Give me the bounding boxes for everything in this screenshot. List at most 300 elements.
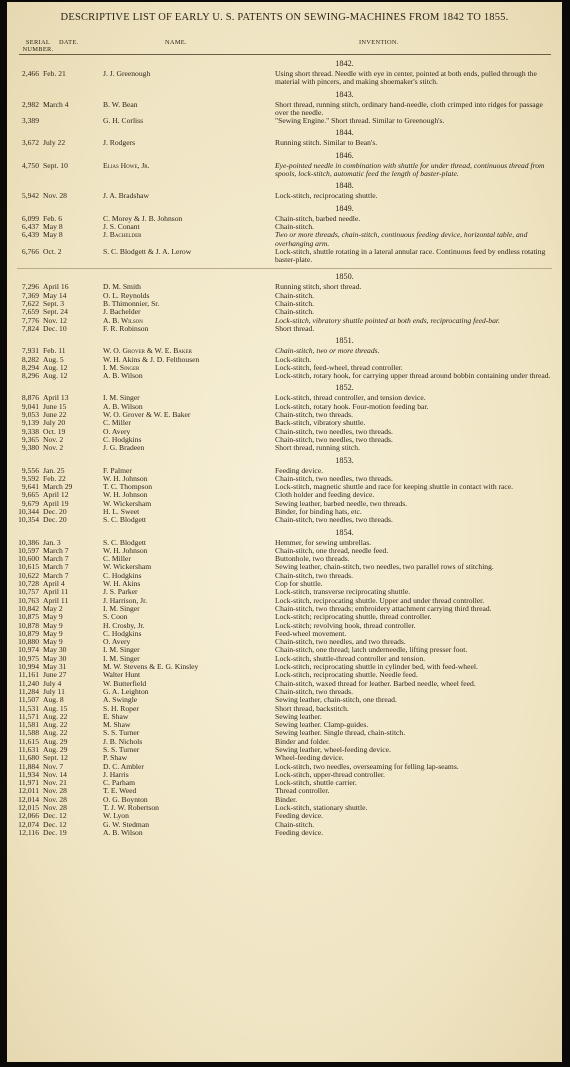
- inventor-name: S. Coon: [103, 613, 128, 622]
- invention-description: Two or more threads, chain-stitch, continuous feeding device, horizontal table, and overhanging arm.: [275, 230, 528, 248]
- patent-date: Aug. 22: [43, 720, 68, 730]
- serial-number: 7,776: [21, 315, 39, 325]
- invention-description: Lock-stitch.: [275, 354, 312, 364]
- patent-date: May 8: [43, 221, 63, 231]
- patent-row: [7, 70, 562, 87]
- invention-description: Chain-stitch, two threads.: [275, 410, 354, 420]
- serial-number: 7,824: [21, 323, 39, 333]
- serial-number: 12,015: [18, 803, 39, 813]
- invention-description: Feeding device.: [275, 465, 324, 475]
- section-divider: [17, 268, 552, 269]
- patent-date: Aug. 29: [43, 745, 68, 754]
- invention-description: Sewing leather, chain-stitch, one thread.: [275, 695, 397, 705]
- patent-row: [7, 192, 562, 200]
- inventor-name: P. Shaw: [103, 754, 128, 763]
- invention-description: Binder, for binding hats, etc.: [275, 506, 362, 516]
- serial-number: 11,531: [18, 703, 39, 713]
- year-gap: [7, 264, 562, 266]
- column-header-invention: INVENTION.: [359, 39, 399, 46]
- serial-number: 7,659: [21, 307, 39, 317]
- inventor-name: F. R. Robinson: [103, 324, 149, 333]
- serial-number: 3,389: [21, 116, 39, 126]
- serial-number: 6,099: [21, 213, 39, 223]
- patent-row: [7, 231, 562, 248]
- patent-date: June 27: [43, 670, 67, 680]
- serial-number: 10,880: [18, 637, 39, 647]
- inventor-name: I. M. Singer: [103, 363, 140, 372]
- inventor-name: J. S. Conant: [103, 222, 140, 231]
- column-header-date: DATE.: [59, 39, 79, 46]
- serial-number: 8,282: [21, 354, 39, 364]
- patent-date: March 7: [43, 545, 69, 555]
- patent-date: Nov. 2: [43, 443, 64, 453]
- serial-number: 6,766: [21, 246, 39, 256]
- invention-description: Short thread, running stitch, ordinary hand-needle, cloth crimped into ridges for passage over the needle.: [275, 99, 543, 117]
- invention-description: Lock-stitch, shuttle carrier.: [275, 778, 357, 788]
- inventor-name: J. B. Nichols: [103, 737, 143, 746]
- patent-date: Dec. 20: [43, 506, 67, 516]
- serial-number: 8,294: [21, 362, 39, 372]
- serial-number: 12,116: [18, 827, 39, 837]
- inventor-name: W. O. Grover & W. E. Baker: [103, 411, 191, 420]
- invention-description: Feed-wheel movement.: [275, 628, 347, 638]
- inventor-name: C. Miller: [103, 555, 131, 564]
- invention-description: Chain-stitch, two needles, two threads.: [275, 473, 393, 483]
- invention-description: Lock-stitch, vibratory shuttle pointed at both ends, reciprocating feed-bar.: [275, 315, 500, 325]
- inventor-name: W. H. Akins & J. D. Felthousen: [103, 355, 200, 364]
- inventor-name: S. H. Roper: [103, 704, 139, 713]
- serial-number: 2,466: [21, 69, 39, 78]
- year-heading: 1848.: [335, 181, 354, 191]
- serial-number: 9,592: [21, 473, 39, 483]
- inventor-name: O. G. Boynton: [103, 795, 148, 804]
- inventor-name: I. M. Singer: [103, 646, 140, 655]
- serial-number: 11,161: [18, 670, 39, 680]
- inventor-name: G. A. Leighton: [103, 687, 149, 696]
- year-heading: 1854.: [335, 527, 354, 537]
- patent-date: July 11: [43, 686, 65, 696]
- invention-description: Cop for shuttle.: [275, 579, 323, 589]
- patent-date: March 7: [43, 554, 69, 564]
- invention-description: Lock-stitch, shuttle rotating in a lateral annular race. Continuous feed by endless rotating baster-plate.: [275, 246, 546, 265]
- patent-date: Dec. 20: [43, 515, 67, 525]
- invention-description: Chain-stitch.: [275, 299, 315, 309]
- invention-description: Thread controller.: [275, 786, 330, 796]
- serial-number: 12,066: [18, 811, 39, 821]
- serial-number: 10,975: [18, 653, 39, 663]
- serial-number: 9,338: [21, 426, 39, 436]
- invention-description: Chain-stitch, one thread, needle feed.: [275, 545, 389, 555]
- invention-description: Chain-stitch, two needles, two threads.: [275, 515, 393, 525]
- serial-number: 9,556: [21, 465, 39, 475]
- serial-number: 8,876: [21, 393, 39, 403]
- patent-date: May 9: [43, 628, 63, 638]
- patent-date: June 15: [43, 401, 67, 411]
- inventor-name: D. C. Ambler: [103, 762, 144, 771]
- invention-description: Lock-stitch, magnetic shuttle and race for keeping shuttle in contact with race.: [275, 482, 514, 492]
- serial-number: 11,680: [18, 753, 39, 763]
- patent-row: [7, 325, 562, 333]
- patent-date: Feb. 21: [43, 69, 66, 78]
- invention-description: Lock-stitch, reciprocating shuttle. Needle feed.: [275, 670, 418, 680]
- inventor-name: S. S. Turner: [103, 729, 140, 738]
- serial-number: 10,615: [18, 562, 39, 572]
- inventor-name: M. Shaw: [103, 721, 131, 730]
- invention-description: Chain-stitch, two or more threads.: [275, 346, 380, 356]
- inventor-name: H. L. Sweet: [103, 507, 140, 516]
- inventor-name: I. M. Singer: [103, 394, 140, 403]
- serial-number: 12,074: [18, 819, 39, 829]
- serial-number: 10,974: [18, 645, 39, 655]
- inventor-name: C. Hodgkins: [103, 629, 142, 638]
- page-title: DESCRIPTIVE LIST OF EARLY U. S. PATENTS ON SEWING-MACHINES FROM 1842 TO 1855.: [60, 12, 509, 23]
- invention-description: Short thread, backstitch.: [275, 703, 349, 713]
- inventor-name: J. A. Bradshaw: [103, 192, 149, 201]
- patent-date: April 19: [43, 498, 69, 508]
- patent-date: Oct. 2: [43, 246, 62, 256]
- patent-date: Aug. 29: [43, 736, 68, 746]
- patent-date: Feb. 11: [43, 346, 66, 356]
- serial-number: 10,842: [18, 603, 39, 613]
- inventor-name: A. B. Wilson: [103, 316, 143, 325]
- column-header-serial: SERIAL NUMBER.: [22, 39, 54, 53]
- inventor-name: G. H. Corliss: [103, 117, 144, 126]
- serial-number: 11,934: [18, 769, 39, 779]
- invention-description: Chain-stitch, two threads; embroidery attachment carrying third thread.: [275, 603, 492, 613]
- patent-row: [7, 248, 562, 265]
- inventor-name: O. L. Reynolds: [103, 291, 150, 300]
- invention-description: Hemmer, for sewing umbrellas.: [275, 537, 372, 547]
- invention-description: Short thread.: [275, 323, 315, 333]
- patent-date: Nov. 28: [43, 191, 67, 201]
- inventor-name: B. Thimonnier, Sr.: [103, 300, 160, 309]
- invention-description: Lock-stitch; reciprocating shuttle, thread controller.: [275, 612, 432, 622]
- invention-description: Sewing leather. Single thread, chain-stitch.: [275, 728, 406, 738]
- invention-description: Chain-stitch, two needles, two threads.: [275, 434, 393, 444]
- invention-description: Lock-stitch, reciprocating shuttle. Upper and under thread controller.: [275, 595, 485, 605]
- patent-date: April 13: [43, 393, 69, 403]
- serial-number: 6,439: [21, 230, 39, 240]
- patent-date: Nov. 28: [43, 786, 67, 796]
- patent-row: [7, 372, 562, 380]
- inventor-name: S. C. Blodgett: [103, 538, 147, 547]
- serial-number: 11,631: [18, 745, 39, 754]
- patent-date: Feb. 22: [43, 473, 66, 483]
- serial-number: 11,588: [18, 728, 39, 738]
- serial-number: 12,014: [18, 794, 39, 804]
- serial-number: 10,344: [18, 506, 39, 516]
- patent-date: April 11: [43, 595, 69, 605]
- invention-description: Sewing leather.: [275, 711, 322, 721]
- patent-date: Aug. 22: [43, 728, 68, 738]
- serial-number: 11,884: [18, 761, 39, 771]
- patent-date: Oct. 19: [43, 426, 66, 436]
- inventor-name: S. C. Blodgett: [103, 516, 147, 525]
- serial-number: 7,622: [21, 299, 39, 309]
- serial-number: 5,942: [21, 191, 39, 201]
- year-heading: 1843.: [335, 89, 354, 99]
- inventor-name: S. S. Turner: [103, 746, 140, 754]
- inventor-name: H. Crosby, Jr.: [103, 621, 145, 630]
- patent-date: Aug. 22: [43, 711, 68, 721]
- patent-date: Nov. 7: [43, 761, 64, 771]
- patent-date: May 9: [43, 620, 63, 630]
- serial-number: 10,757: [18, 587, 39, 597]
- invention-description: Chain-stitch.: [275, 290, 315, 300]
- patent-date: Nov. 12: [43, 315, 67, 325]
- inventor-name: I. M. Singer: [103, 604, 140, 613]
- inventor-name: W. Lyon: [103, 812, 129, 821]
- inventor-name: J. Harrison, Jr.: [103, 596, 148, 605]
- serial-number: 10,600: [18, 554, 39, 564]
- header-rule: [19, 54, 551, 55]
- invention-description: Chain-stitch, two needles, two threads.: [275, 426, 393, 436]
- invention-description: Sewing leather, barbed needle, two threads.: [275, 498, 408, 508]
- serial-number: 10,879: [18, 628, 39, 638]
- year-heading: 1853.: [335, 455, 354, 465]
- invention-description: Lock-stitch, stationary shuttle.: [275, 803, 368, 813]
- patent-row: [7, 117, 562, 125]
- serial-number: 10,875: [18, 612, 39, 622]
- invention-description: Chain-stitch, waxed thread for leather. Barbed needle, wheel feed.: [275, 678, 476, 688]
- invention-description: Short thread, running stitch.: [275, 443, 360, 453]
- inventor-name: J. Rodgers: [103, 139, 136, 148]
- invention-description: Lock-stitch, rotary hook. Four-motion feeding bar.: [275, 401, 429, 411]
- inventor-name: O. Avery: [103, 638, 131, 647]
- patent-row: [7, 829, 562, 837]
- serial-number: 11,571: [18, 711, 39, 721]
- inventor-name: T. C. Thompson: [103, 483, 153, 492]
- patent-date: May 31: [43, 662, 67, 672]
- serial-number: 11,615: [18, 736, 39, 746]
- patent-date: Nov. 14: [43, 769, 67, 779]
- invention-description: Lock-stitch, reciprocating shuttle.: [275, 191, 378, 201]
- patent-date: April 12: [43, 490, 69, 500]
- year-gap: [7, 837, 562, 839]
- invention-description: Chain-stitch, two threads.: [275, 570, 354, 580]
- patent-date: March 7: [43, 562, 69, 572]
- serial-number: 6,437: [21, 221, 39, 231]
- patent-date: Dec. 10: [43, 323, 67, 333]
- invention-description: Chain-stitch, one thread; latch underneedle, lifting presser foot.: [275, 645, 468, 655]
- patent-date: April 16: [43, 282, 69, 292]
- serial-number: 12,011: [18, 786, 39, 796]
- patent-date: Aug. 12: [43, 371, 68, 381]
- invention-description: Back-stitch, vibratory shuttle.: [275, 418, 366, 428]
- serial-number: 2,982: [21, 99, 39, 109]
- invention-description: Lock-stitch, shuttle-thread controller and tension.: [275, 653, 426, 663]
- invention-description: Lock-stitch, rotary hook, for carrying upper thread around bobbin containing under thread.: [275, 371, 551, 381]
- invention-description: Chain-stitch, two needles, and two threads.: [275, 637, 406, 647]
- patent-date: Jan. 25: [43, 465, 65, 475]
- serial-number: 8,296: [21, 371, 39, 381]
- inventor-name: A. Swingle: [103, 696, 138, 705]
- inventor-name: C. Parham: [103, 779, 136, 788]
- column-header-name: NAME.: [165, 39, 187, 46]
- invention-description: Sewing leather, wheel-feeding device.: [275, 745, 391, 754]
- serial-number: 11,971: [18, 778, 39, 788]
- year-heading: 1849.: [335, 203, 354, 213]
- patent-date: May 30: [43, 653, 67, 663]
- year-heading: 1842.: [335, 59, 354, 68]
- serial-number: 11,240: [18, 678, 39, 688]
- patent-date: Sept. 24: [43, 307, 68, 317]
- patent-date: July 4: [43, 678, 62, 688]
- inventor-name: B. W. Bean: [103, 100, 138, 109]
- patent-date: Sept. 10: [43, 160, 68, 170]
- inventor-name: J. J. Greenough: [103, 70, 151, 78]
- invention-description: Chain-stitch.: [275, 221, 315, 231]
- invention-description: Feeding device.: [275, 827, 324, 837]
- serial-number: 9,365: [21, 434, 39, 444]
- inventor-name: M. W. Stevens & E. G. Kinsley: [103, 663, 199, 672]
- inventor-name: S. C. Blodgett & J. A. Lerow: [103, 247, 192, 256]
- inventor-name: J. Bachelder: [103, 308, 141, 317]
- patent-date: March 7: [43, 570, 69, 580]
- patent-date: April 11: [43, 587, 69, 597]
- invention-description: Wheel-feeding device.: [275, 753, 344, 763]
- year-heading: 1846.: [335, 150, 354, 160]
- patent-row: [7, 101, 562, 118]
- invention-description: "Sewing Engine." Short thread. Similar to Greenough's.: [275, 116, 445, 126]
- patent-date: May 14: [43, 290, 67, 300]
- inventor-name: D. M. Smith: [103, 283, 141, 292]
- patent-date: Aug. 5: [43, 354, 64, 364]
- patent-date: May 8: [43, 230, 63, 240]
- invention-description: Eye-pointed needle in combination with shuttle for under thread, continuous thread from spools, lock-stitch, automatic feed the length of baster-plate.: [275, 160, 545, 179]
- serial-number: 10,878: [18, 620, 39, 630]
- invention-description: Lock-stitch, reciprocating shuttle in cylinder bed, with feed-wheel.: [275, 662, 478, 672]
- invention-description: Binder and folder.: [275, 736, 331, 746]
- serial-number: 10,597: [18, 545, 39, 555]
- patent-date: Dec. 19: [43, 827, 67, 837]
- serial-number: 11,507: [18, 695, 39, 705]
- inventor-name: W. H. Johnson: [103, 546, 148, 555]
- invention-description: Chain-stitch, barbed needle.: [275, 213, 361, 223]
- serial-number: 11,581: [18, 720, 39, 730]
- patent-date: Sept. 12: [43, 753, 68, 763]
- inventor-name: W. Wickersham: [103, 499, 152, 508]
- inventor-name: T. E. Weed: [103, 787, 137, 796]
- inventor-name: I. M. Singer: [103, 654, 140, 663]
- serial-number: 9,679: [21, 498, 39, 508]
- patent-date: Aug. 12: [43, 362, 68, 372]
- patent-row: [7, 444, 562, 452]
- serial-number: 4,750: [21, 160, 39, 170]
- patent-date: July 22: [43, 138, 66, 148]
- patent-date: Nov. 21: [43, 778, 67, 788]
- year-heading: 1850.: [335, 272, 354, 282]
- invention-description: Lock-stitch, transverse reciprocating shuttle.: [275, 587, 411, 597]
- patent-date: Sept. 3: [43, 299, 65, 309]
- invention-description: Lock-stitch, two needles, overseaming for felling lap-seams.: [275, 761, 459, 771]
- invention-description: Lock-stitch, thread controller, and tension device.: [275, 393, 426, 403]
- patent-date: July 20: [43, 418, 66, 428]
- invention-description: Sewing leather, chain-stitch, two needles, two parallel rows of stitching.: [275, 562, 494, 572]
- inventor-name: J. Bachelder: [103, 231, 142, 240]
- document-page: [7, 2, 562, 1062]
- inventor-name: C. Miller: [103, 419, 131, 428]
- inventor-name: C. Morey & J. B. Johnson: [103, 214, 183, 223]
- patent-list: [7, 58, 562, 839]
- invention-description: Lock-stitch, feed-wheel, thread controller.: [275, 362, 403, 372]
- serial-number: 10,354: [18, 515, 39, 525]
- invention-description: Chain-stitch, two threads.: [275, 686, 354, 696]
- serial-number: 10,622: [18, 570, 39, 580]
- serial-number: 7,369: [21, 290, 39, 300]
- serial-number: 10,386: [18, 537, 39, 547]
- patent-row: [7, 162, 562, 179]
- inventor-name: W. H. Johnson: [103, 491, 148, 500]
- serial-number: 3,672: [21, 138, 39, 148]
- serial-number: 10,728: [18, 579, 39, 589]
- patent-date: April 4: [43, 579, 65, 589]
- invention-description: Binder.: [275, 794, 298, 804]
- patent-date: Nov. 2: [43, 434, 64, 444]
- serial-number: 9,641: [21, 482, 39, 492]
- inventor-name: W. H. Akins: [103, 580, 141, 589]
- inventor-name: E. Shaw: [103, 712, 129, 721]
- inventor-name: O. Avery: [103, 427, 131, 436]
- inventor-name: C. Hodgkins: [103, 571, 142, 580]
- serial-number: 9,139: [21, 418, 39, 428]
- year-heading: 1844.: [335, 128, 354, 138]
- invention-description: Cloth holder and feeding device.: [275, 490, 375, 500]
- patent-date: Jan. 3: [43, 537, 61, 547]
- serial-number: 10,763: [18, 595, 39, 605]
- serial-number: 7,296: [21, 282, 39, 292]
- invention-description: Chain-stitch.: [275, 307, 315, 317]
- patent-row: [7, 139, 562, 147]
- patent-date: Aug. 8: [43, 695, 64, 705]
- inventor-name: Elias Howe, Jr.: [103, 161, 150, 170]
- inventor-name: C. Hodgkins: [103, 435, 142, 444]
- inventor-name: J. S. Parker: [103, 588, 138, 597]
- serial-number: 11,284: [18, 686, 39, 696]
- year-heading: 1852.: [335, 383, 354, 393]
- patent-row: [7, 516, 562, 524]
- invention-description: Running stitch. Similar to Bean's.: [275, 138, 378, 148]
- patent-date: Nov. 28: [43, 794, 67, 804]
- patent-date: Aug. 15: [43, 703, 68, 713]
- inventor-name: Walter Hunt: [103, 671, 141, 680]
- invention-description: Buttonhole, two threads.: [275, 554, 350, 564]
- patent-date: March 29: [43, 482, 73, 492]
- inventor-name: T. J. W. Robertson: [103, 804, 159, 813]
- patent-date: Dec. 12: [43, 811, 67, 821]
- inventor-name: W. H. Johnson: [103, 474, 148, 483]
- year-heading: 1851.: [335, 336, 354, 346]
- invention-description: Feeding device.: [275, 811, 324, 821]
- serial-number: 9,380: [21, 443, 39, 453]
- inventor-name: W. Butterfield: [103, 679, 147, 688]
- patent-date: June 22: [43, 410, 67, 420]
- inventor-name: W. Wickersham: [103, 563, 152, 572]
- patent-date: March 4: [43, 99, 69, 109]
- inventor-name: A. B. Wilson: [103, 402, 143, 411]
- serial-number: 7,931: [21, 346, 39, 356]
- invention-description: Lock-stitch; revolving hook, thread controller.: [275, 620, 416, 630]
- patent-date: Nov. 28: [43, 803, 67, 813]
- invention-description: Lock-stitch, upper-thread controller.: [275, 769, 385, 779]
- invention-description: Sewing leather. Clamp-guides.: [275, 720, 369, 730]
- inventor-name: J. G. Bradeen: [103, 444, 145, 453]
- inventor-name: J. Harris: [103, 770, 129, 779]
- serial-number: 9,665: [21, 490, 39, 500]
- invention-description: Running stitch, short thread.: [275, 282, 362, 292]
- serial-number: 9,041: [21, 401, 39, 411]
- patent-date: May 9: [43, 612, 63, 622]
